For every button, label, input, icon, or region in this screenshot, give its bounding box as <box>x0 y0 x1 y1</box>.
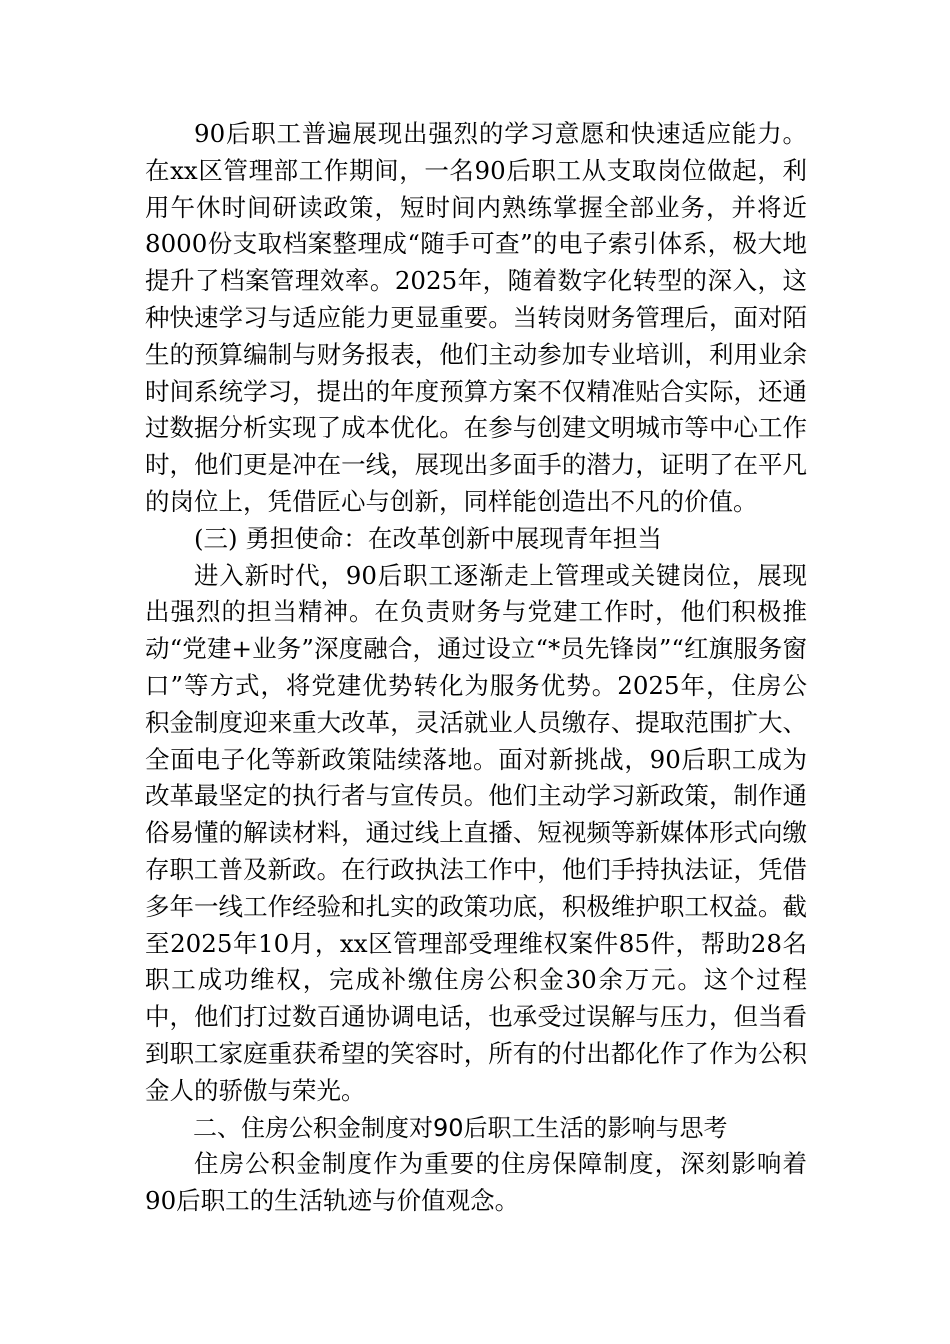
body-paragraph: 90后职工普遍展现出强烈的学习意愿和快速适应能力。在xx区管理部工作期间，一名90后职工从支取岗位做起，利用午休时间研读政策，短时间内熟练掌握全部业务，并将近8000份支取档案整理成“随手可查”的电子索引体系，极大地提升了档案管理效率。2025年，随着数字化转型的深入，这种快速学习与适应能力更显重要。当转岗财务管理后，面对陌生的预算编制与财务报表，他们主动参加专业培训，利用业余时间系统学习，提出的年度预算方案不仅精准贴合实际，还通过数据分析实现了成本优化。在参与创建文明城市等中心工作时，他们更是冲在一线，展现出多面手的潜力，证明了在平凡的岗位上，凭借匠心与创新，同样能创造出不凡的价值。 <box>145 119 807 516</box>
body-paragraph: 住房公积金制度作为重要的住房保障制度，深刻影响着90后职工的生活轨迹与价值观念。 <box>145 1149 807 1216</box>
section-heading-3: (三) 勇担使命：在改革创新中展现青年担当 <box>194 523 662 553</box>
body-paragraph: 进入新时代，90后职工逐渐走上管理或关键岗位，展现出强烈的担当精神。在负责财务与党建工作时，他们积极推动“党建+业务”深度融合，通过设立“*员先锋岗”“红旗服务窗口”等方式，将党建优势转化为服务优势。2025年，住房公积金制度迎来重大改革，灵活就业人员缴存、提取范围扩大、全面电子化等新政策陆续落地。面对新挑战，90后职工成为改革最坚定的执行者与宣传员。他们主动学习新政策，制作通俗易懂的解读材料，通过线上直播、短视频等新媒体形式向缴存职工普及新政。在行政执法工作中，他们手持执法证，凭借多年一线工作经验和扎实的政策功底，积极维护职工权益。截至2025年10月，xx区管理部受理维权案件85件，帮助28名职工成功维权，完成补缴住房公积金30余万元。这个过程中，他们打过数百通协调电话，也承受过误解与压力，但当看到职工家庭重获希望的笑容时，所有的付出都化作了作为公积金人的骄傲与荣光。 <box>145 560 807 1105</box>
section-heading-2: 二、住房公积金制度对90后职工生活的影响与思考 <box>193 1113 728 1142</box>
document-page <box>145 116 807 1220</box>
